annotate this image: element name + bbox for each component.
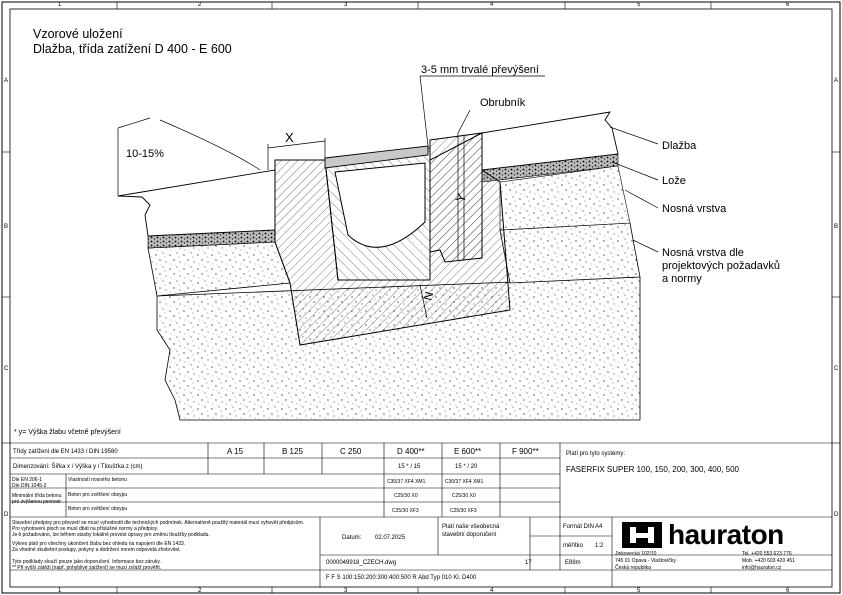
note-3: Je-li požadováno, lze během stavby lokálně provést úpravy pro změnu tloušťky podkladu.: [12, 532, 210, 538]
zone-top-3: 3: [344, 2, 348, 8]
dimension-header: Dimenzování: Šířka x / Výška y / Tloušťka z (cm): [13, 464, 143, 470]
zone-left-a: A: [4, 78, 9, 84]
company-mobile: Mob. +420 603 420 451: [742, 558, 795, 564]
note-2: Pro vyhotovení ploch se musí dbát na příslušné normy a předpisy.: [12, 526, 159, 532]
zone-top-5: 5: [637, 2, 641, 8]
zone-bottom-4: 4: [490, 588, 494, 594]
x-dimension-label: X: [285, 130, 294, 145]
format-value: A4: [595, 524, 603, 530]
product-code: F F S 100:150:200:300:400:500 R Abd Typ 010 Kl. D400: [326, 575, 477, 581]
legend-bed: Lože: [662, 175, 686, 187]
company-logo: hauraton: [668, 519, 784, 550]
concrete-standard-a: Dle EN 206-1: [12, 477, 43, 483]
note-4: Výkres platí pro všechny ukončení žlabu bez ohledu na napojení dle EN 1433.: [12, 541, 186, 547]
zone-right-a: A: [834, 78, 839, 84]
load-class-c250: C 250: [340, 447, 362, 456]
concrete-row-3-label: Beton pro zvětšení obsypu: [68, 506, 128, 512]
load-class-d400: D 400**: [397, 447, 425, 456]
zone-bottom-5: 5: [637, 588, 641, 594]
side-header-a: Minimální třída betonu: [12, 493, 62, 499]
zone-right-c: C: [834, 366, 839, 372]
y-dimension-label: Y: [452, 191, 470, 205]
note-1: Stavební předpisy pro převzetí se musí vyhodnotit dle technických podmínek. Alternativně použitý materiál musí vyhovět předpisům.: [12, 520, 305, 526]
systems-list: FASERFIX SUPER 100, 150, 200, 300, 400, 500: [566, 465, 739, 474]
n-dimension-label: N: [420, 290, 437, 302]
zone-top-6: 6: [786, 2, 790, 8]
date-label: Datum:: [342, 535, 362, 541]
zone-left-d: D: [4, 512, 9, 518]
note-6: Tyto podklady slouží pouze jako doporučení. Informace bez záruky.: [12, 559, 161, 565]
company-address-1: Jinkovecká 102/10: [615, 551, 657, 557]
company-address-2: 745 01 Opava - Vlaštovičky: [615, 558, 676, 564]
drawing-title: Vzorové uložení: [33, 27, 123, 41]
zone-top-4: 4: [490, 2, 494, 8]
applies-header: Platí pro tyto systémy:: [566, 451, 626, 457]
date-value: 02.07.2025: [375, 535, 406, 541]
company-phone: Tel. +420 553 623 776: [742, 551, 792, 557]
concrete-row-2-e600: C25/30 X0: [452, 493, 476, 499]
load-class-a15: A 15: [227, 447, 244, 456]
concrete-row-1-e600: C30/37 XF4 XM1: [445, 479, 484, 485]
footnote: * y= Výška žlabu včetně převýšení: [14, 429, 121, 436]
drawing-subtitle: Dlažba, třída zatížení D 400 - E 600: [33, 42, 232, 56]
zone-bottom-3: 3: [344, 588, 348, 594]
zone-right-d: D: [834, 512, 839, 518]
zone-left-c: C: [4, 366, 9, 372]
legend-base-project: Nosná vrstva dle projektových požadavků a normy: [662, 247, 781, 285]
file-name: 0000049918_CZECH.dwg: [326, 560, 397, 566]
concrete-row-2-d400: C25/30 X0: [394, 493, 418, 499]
dimension-d400: 15 * / 15: [398, 464, 421, 470]
scale-value: 1:2: [595, 543, 604, 549]
load-class-f900: F 900**: [512, 447, 539, 456]
concrete-row-3-e600: C25/30 XF3: [450, 508, 477, 514]
zone-right-b: B: [834, 224, 839, 230]
concrete-row-1-label: Vlastnosti nosného betonu: [68, 477, 127, 483]
note-5: Za vhodné zkušební postupy, pokyny a dodržení norem odpovídá zhotovitel.: [12, 547, 181, 553]
concrete-row-2-label: Beton pro zvětšení obsypu: [68, 492, 128, 498]
company-address-3: Česká republika: [615, 565, 651, 571]
concrete-standard-b: Dle DIN 1045-2: [12, 483, 47, 489]
legend-base: Nosná vrstva: [662, 203, 727, 215]
format-label: Formát DIN: [563, 524, 595, 530]
legend-paving: Dlažba: [662, 140, 697, 152]
side-header-b: pro zvýšenou pevnost: [12, 499, 61, 505]
company-email: info@hauraton.cz: [742, 565, 782, 571]
scale-label: měřítko: [563, 543, 584, 549]
zone-top-1: 1: [58, 2, 62, 8]
hauraton-logo-mark: [622, 522, 662, 548]
valid-text-1: Platí naše všeobecná: [442, 524, 500, 530]
load-class-b125: B 125: [282, 447, 303, 456]
zone-bottom-6: 6: [786, 588, 790, 594]
concrete-row-1-d400: C30/37 XF4 XM1: [387, 479, 426, 485]
zone-left-b: B: [4, 224, 9, 230]
load-class-e600: E 600**: [454, 447, 482, 456]
concrete-row-3-d400: C25/30 XF3: [392, 508, 419, 514]
slope-label: 10-15%: [126, 148, 164, 160]
sheet-code: E88m: [565, 560, 581, 566]
kerb-label: Obrubník: [480, 97, 526, 109]
zone-bottom-1: 1: [58, 588, 62, 594]
valid-text-2: stavební doporučení: [442, 532, 497, 538]
zone-top-2: 2: [198, 2, 202, 8]
zone-bottom-2: 2: [198, 588, 202, 594]
sheet-number: 17: [525, 560, 532, 566]
load-class-header: Třídy zatížení dle EN 1433 / DIN 19580: [13, 449, 118, 455]
note-7: ** Při vyšší zátěži (např. pohyblivé zatížení) se musí zvlášť prověřit.: [12, 565, 162, 571]
overheight-label: 3-5 mm trvalé převýšení: [421, 64, 539, 76]
dimension-e600: 15 * / 20: [455, 464, 478, 470]
